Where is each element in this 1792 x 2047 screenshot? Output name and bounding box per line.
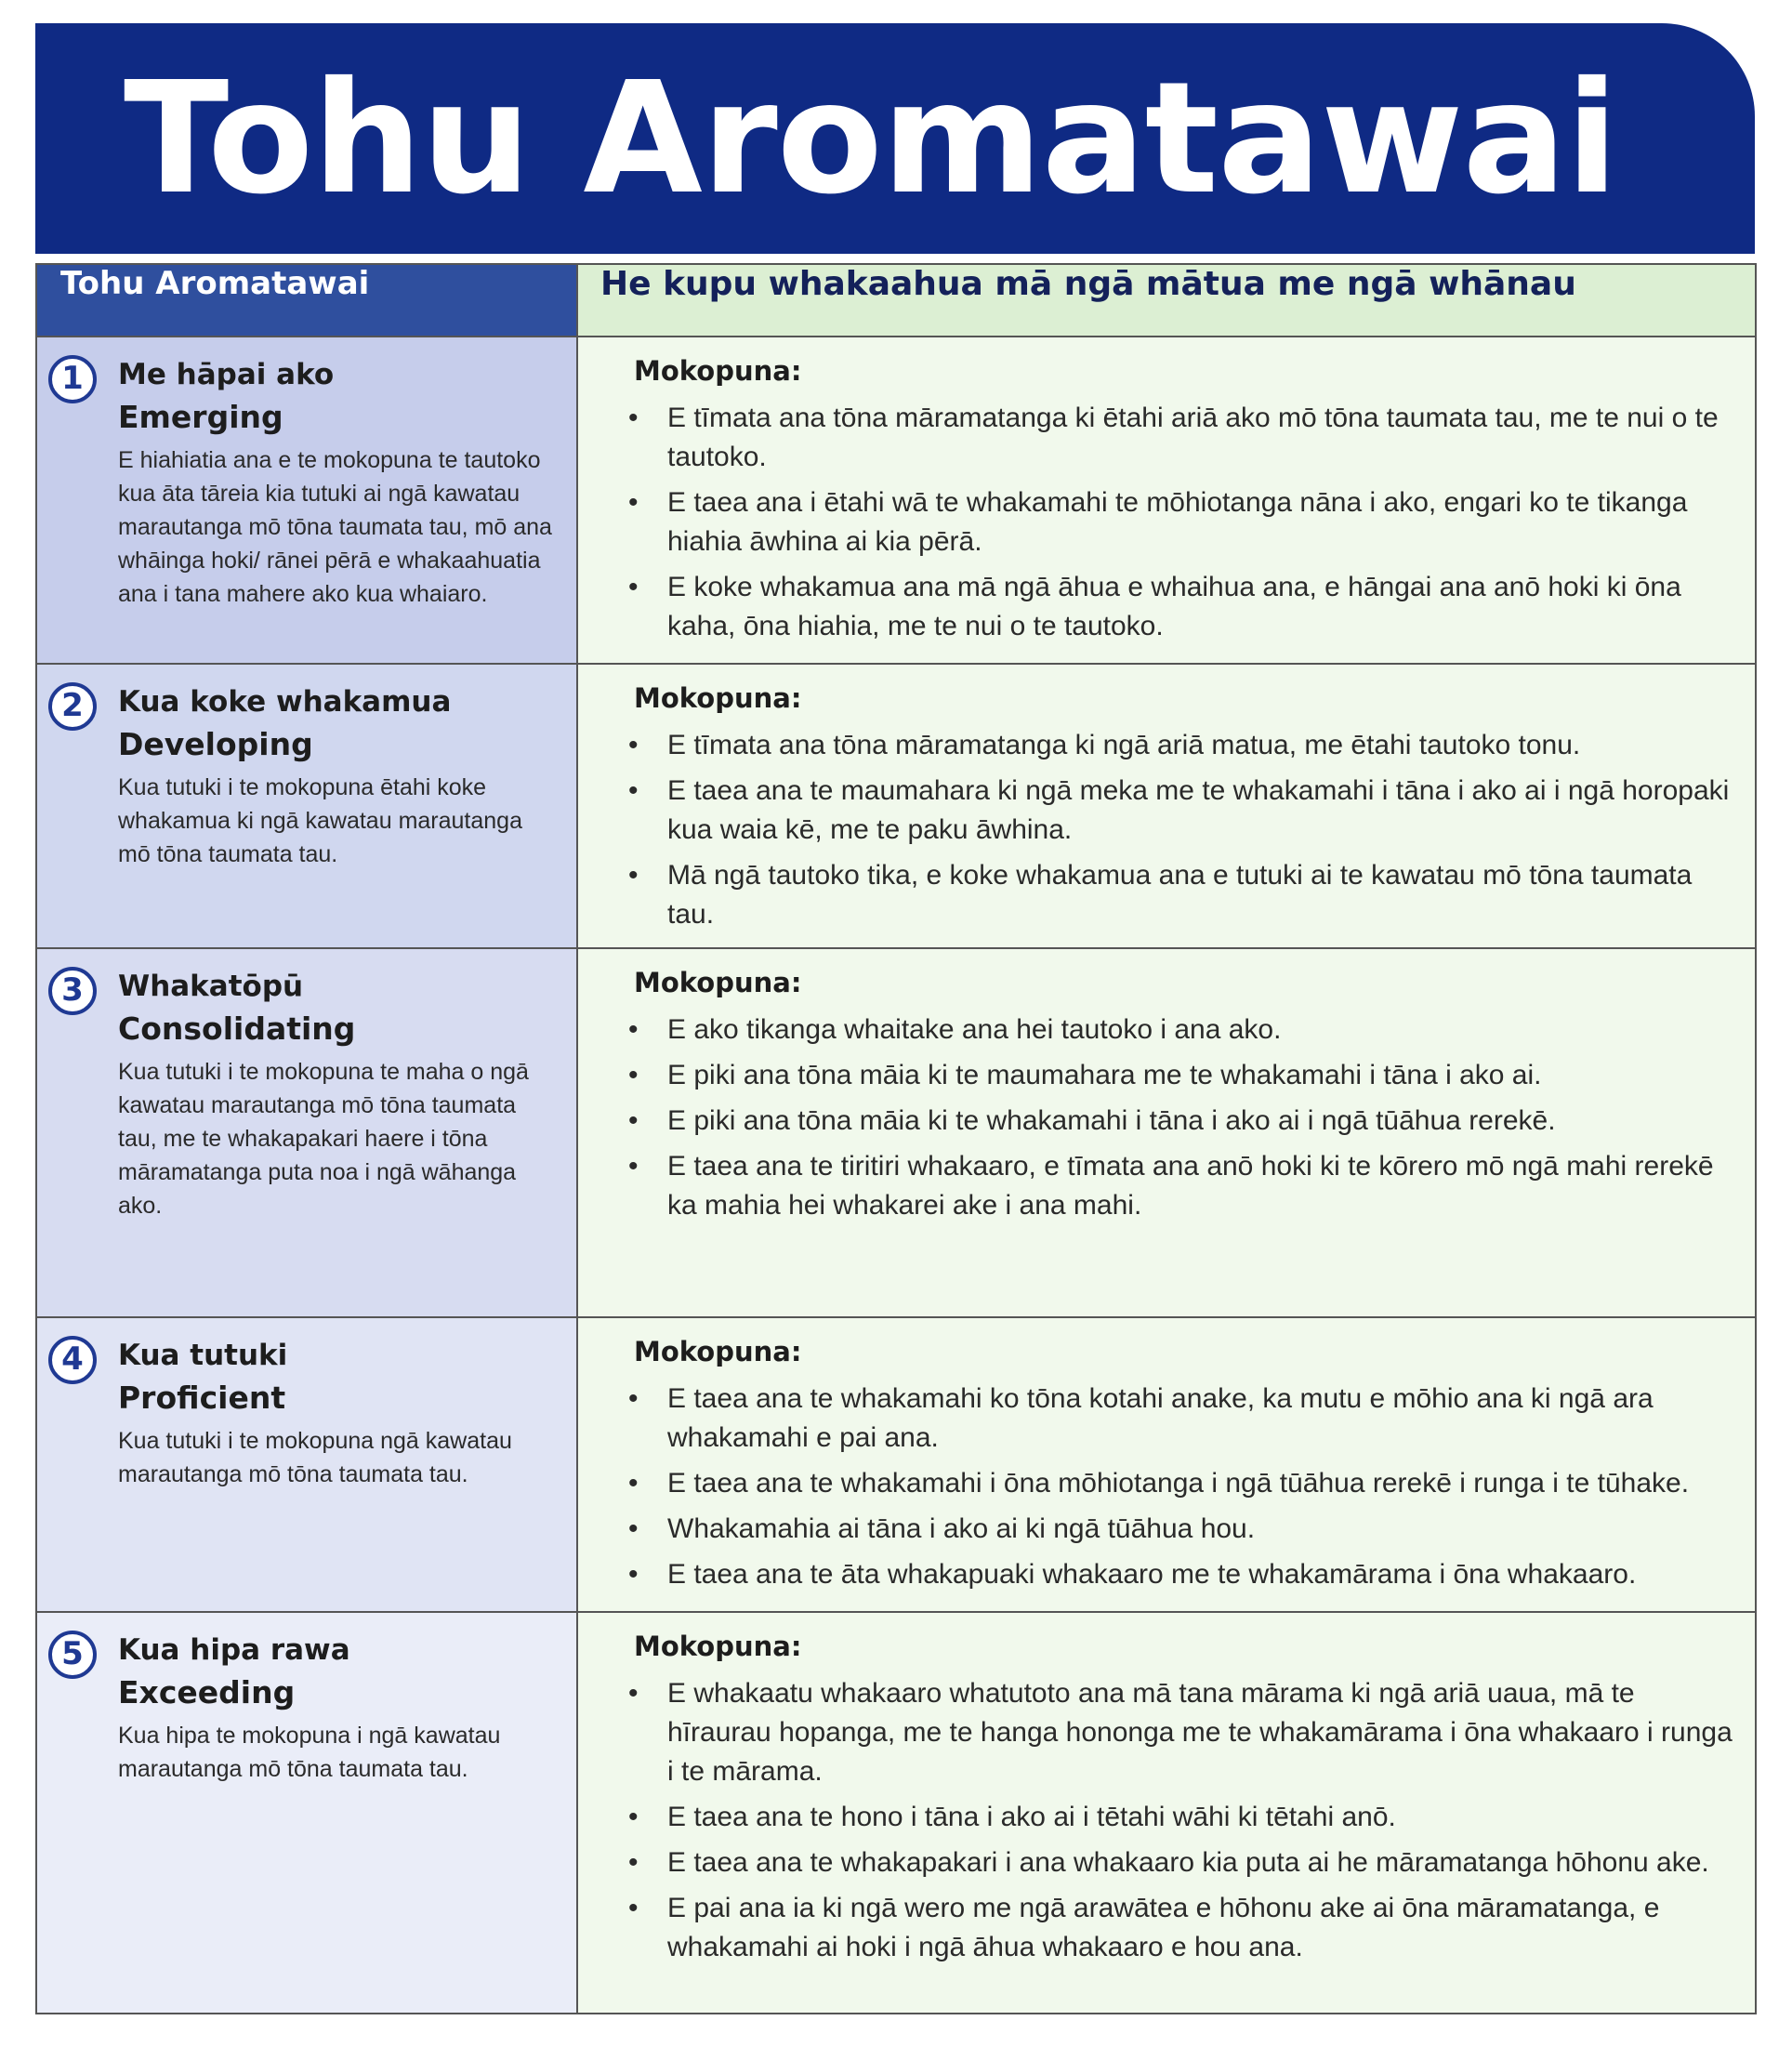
level-content (37, 1318, 576, 1491)
rubric-body (36, 337, 1756, 2014)
description-cell (577, 948, 1756, 1317)
descriptor-item: • E koke whakamua ana mā ngā āhua e whaihua ana, e hāngai ana anō hoki ki ōna kaha, ōna hiahia, me te nui o te tautoko. (634, 568, 1736, 646)
level-cell (36, 1317, 577, 1612)
level-description: Kua tutuki i te mokopuna ngā kawatau marautanga mō tōna taumata tau. (118, 1428, 512, 1487)
level-description: Kua tutuki i te mokopuna te maha o ngā kawatau marautanga mō tōna taumata tau, me te whakapakari haere i tōna māramatanga puta noa i ngā wāhanga ako. (118, 1059, 529, 1219)
level-name-maori: Kua hipa rawa (118, 1633, 350, 1667)
level-name-maori: Whakatōpū (118, 970, 304, 1003)
level-number-badge: 2 (48, 682, 97, 731)
descriptor-list (634, 726, 1736, 934)
level-number-badge: 1 (48, 355, 97, 403)
level-name-maori: Kua tutuki (118, 1339, 288, 1372)
level-name-english: Proficient (118, 1380, 286, 1416)
descriptor-item: • E taea ana te tiritiri whakaaro, e tīmata ana anō hoki ki te kōrero mō ngā mahi rerekē ka mahia hei whakarei ake i ana mahi. (634, 1147, 1736, 1225)
mokopuna-label: Mokopuna: (634, 1336, 802, 1367)
header-level-column: Tohu Aromatawai (36, 264, 577, 337)
level-number-badge: 5 (48, 1631, 97, 1679)
descriptor-item: • E taea ana te hono i tāna i ako ai i tētahi wāhi ki tētahi anō. (634, 1798, 1736, 1837)
header-description-column: He kupu whakaahua mā ngā mātua me ngā whānau (577, 264, 1756, 337)
description-cell (577, 1317, 1756, 1612)
descriptor-item: • Whakamahia ai tāna i ako ai ki ngā tūāhua hou. (634, 1510, 1736, 1549)
level-cell (36, 948, 577, 1317)
level-content (37, 949, 576, 1222)
level-number-badge: 4 (48, 1336, 97, 1384)
descriptor-list (634, 399, 1736, 646)
descriptor-item: • E taea ana te whakapakari i ana whakaaro kia puta ai he māramatanga hōhonu ake. (634, 1843, 1736, 1882)
level-description: E hiahiatia ana e te mokopuna te tautoko kua āta tāreia kia tutuki ai ngā kawatau marautanga mō tōna taumata tau, mō ana whāinga hoki/ rānei pērā e whakaahuatia ana i tana mahere ako kua whaiaro. (118, 447, 552, 607)
level-name-english: Consolidating (118, 1010, 356, 1047)
page-title: Tohu Aromatawai (124, 49, 1618, 229)
descriptor-item: • E piki ana tōna māia ki te maumahara me te whakamahi i tāna i ako ai. (634, 1056, 1736, 1095)
descriptor-list (634, 1380, 1736, 1594)
descriptor-item: • E tīmata ana tōna māramatanga ki ētahi ariā ako mō tōna taumata tau, me te nui o te tautoko. (634, 399, 1736, 477)
mokopuna-label: Mokopuna: (634, 1631, 802, 1662)
descriptor-item: • E tīmata ana tōna māramatanga ki ngā ariā matua, me ētahi tautoko tonu. (634, 726, 1736, 765)
descriptor-item: • E taea ana i ētahi wā te whakamahi te mōhiotanga nāna i ako, engari ko te tikanga hiahia āwhina ai kia pērā. (634, 483, 1736, 561)
rubric-row-1 (36, 337, 1756, 664)
level-name-english: Developing (118, 726, 313, 762)
rubric-row-5 (36, 1612, 1756, 2014)
mokopuna-label: Mokopuna: (634, 967, 802, 998)
descriptor-item: • E taea ana te whakamahi ko tōna kotahi anake, ka mutu e mōhio ana ki ngā ara whakamahi e pai ana. (634, 1380, 1736, 1458)
descriptor-list (634, 1674, 1736, 1967)
description-cell (577, 337, 1756, 664)
descriptor-item: • E taea ana te whakamahi i ōna mōhiotanga i ngā tūāhua rerekē i runga i te tūhake. (634, 1464, 1736, 1503)
descriptor-item: • E whakaatu whakaaro whatutoto ana mā tana mārama ki ngā ariā uaua, mā te hīraurau hopanga, me te hanga hononga me te whakamārama i ōna whakaaro i runga i te mārama. (634, 1674, 1736, 1791)
title-banner (35, 23, 1755, 254)
descriptor-item: • E piki ana tōna māia ki te whakamahi i tāna i ako ai i ngā tūāhua rerekē. (634, 1102, 1736, 1141)
description-cell (577, 664, 1756, 948)
table-header-row (36, 264, 1756, 337)
description-cell (577, 1612, 1756, 2014)
rubric-row-3 (36, 948, 1756, 1317)
descriptor-item: • E taea ana te maumahara ki ngā meka me te whakamahi i tāna i ako ai i ngā horopaki kua waia kē, me te paku āwhina. (634, 772, 1736, 850)
assessment-rubric-table (35, 263, 1757, 2014)
descriptor-item: • E pai ana ia ki ngā wero me ngā arawātea e hōhonu ake ai ōna māramatanga, e whakamahi ai hoki i ngā āhua whakaaro e hou ana. (634, 1889, 1736, 1967)
level-description: Kua tutuki i te mokopuna ētahi koke whakamua ki ngā kawatau marautanga mō tōna taumata tau. (118, 774, 522, 867)
level-cell (36, 664, 577, 948)
level-name-english: Exceeding (118, 1674, 296, 1710)
level-description: Kua hipa te mokopuna i ngā kawatau marautanga mō tōna taumata tau. (118, 1723, 501, 1782)
level-name-english: Emerging (118, 399, 283, 435)
descriptor-item: • E taea ana te āta whakapuaki whakaaro me te whakamārama i ōna whakaaro. (634, 1555, 1736, 1594)
rubric-row-4 (36, 1317, 1756, 1612)
level-cell (36, 1612, 577, 2014)
level-name-maori: Kua koke whakamua (118, 685, 452, 719)
descriptor-list (634, 1010, 1736, 1225)
descriptor-item: • E ako tikanga whaitake ana hei tautoko i ana ako. (634, 1010, 1736, 1050)
descriptor-item: • Mā ngā tautoko tika, e koke whakamua ana e tutuki ai te kawatau mō tōna taumata tau. (634, 856, 1736, 934)
level-cell (36, 337, 577, 664)
mokopuna-label: Mokopuna: (634, 355, 802, 387)
rubric-row-2 (36, 664, 1756, 948)
level-content (37, 337, 576, 611)
level-name-maori: Me hāpai ako (118, 358, 335, 391)
mokopuna-label: Mokopuna: (634, 682, 802, 714)
level-content (37, 1613, 576, 1786)
level-number-badge: 3 (48, 967, 97, 1015)
level-content (37, 665, 576, 871)
